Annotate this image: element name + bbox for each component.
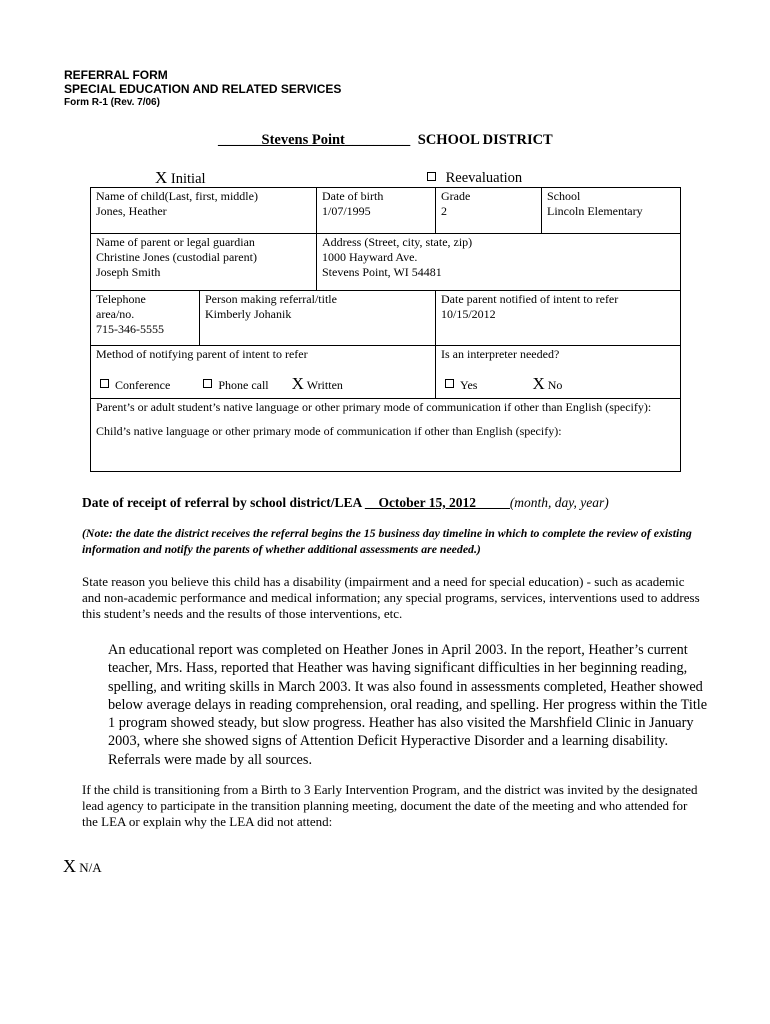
school-cell[interactable] bbox=[542, 188, 681, 234]
interpreter-cell bbox=[436, 346, 681, 399]
grade-value: 2 bbox=[441, 204, 447, 218]
referral-info-table bbox=[90, 187, 681, 472]
transition-answer[interactable] bbox=[63, 856, 102, 877]
receipt-date-format: (month, day, year) bbox=[509, 495, 609, 510]
transition-prompt: If the child is transitioning from a Birth to 3 Early Intervention Program, and the district was invited by the designated lead agency to participate in the transition planning meeting, document the date of the meeting and who attended for the LEA or explain why the LEA did not attend: bbox=[82, 782, 698, 829]
reevaluation-option[interactable] bbox=[427, 170, 522, 187]
grade-label: Grade bbox=[441, 189, 471, 203]
parent-value-1: Christine Jones (custodial parent) bbox=[96, 250, 257, 264]
yes-checkbox-icon bbox=[445, 379, 454, 388]
dob-cell[interactable] bbox=[317, 188, 436, 234]
notified-value: 10/15/2012 bbox=[441, 307, 496, 321]
phone-call-label: Phone call bbox=[218, 378, 269, 392]
referrer-value: Kimberly Johanik bbox=[205, 307, 292, 321]
child-name-value: Jones, Heather bbox=[96, 204, 167, 218]
parent-label: Name of parent or legal guardian bbox=[96, 235, 255, 249]
school-value: Lincoln Elementary bbox=[547, 204, 643, 218]
interpreter-no-option[interactable] bbox=[532, 376, 562, 393]
parent-cell[interactable] bbox=[91, 234, 317, 291]
notified-date-cell[interactable] bbox=[436, 291, 681, 346]
interpreter-yes-option[interactable] bbox=[445, 378, 477, 393]
reevaluation-label: Reevaluation bbox=[445, 170, 523, 186]
reason-prompt: State reason you believe this child has a disability (impairment and a need for special education) - such as academic and non-academic performance and medical information; any special programs, services, interventions used to address this student’s needs and the results of those interventions, etc. bbox=[82, 574, 700, 621]
receipt-label: Date of receipt of referral by school district/LEA bbox=[82, 495, 362, 510]
transition-answer-value: N/A bbox=[79, 860, 102, 875]
address-line-1: 1000 Hayward Ave. bbox=[322, 250, 418, 264]
reevaluation-checkbox-icon bbox=[427, 172, 436, 181]
district-name-field[interactable]: ______Stevens Point_________ bbox=[218, 132, 411, 148]
language-cell[interactable] bbox=[91, 399, 681, 472]
written-option[interactable] bbox=[292, 376, 343, 393]
child-name-cell[interactable] bbox=[91, 188, 317, 234]
referrer-label: Person making referral/title bbox=[205, 292, 337, 306]
district-label: SCHOOL DISTRICT bbox=[417, 132, 553, 148]
written-checkmark: X bbox=[291, 374, 304, 393]
contact-row bbox=[91, 291, 681, 346]
notify-method-cell bbox=[91, 346, 436, 399]
initial-checkmark: X bbox=[155, 168, 168, 187]
conference-checkbox-icon bbox=[100, 379, 109, 388]
phone-call-checkbox-icon bbox=[203, 379, 212, 388]
interpreter-label: Is an interpreter needed? bbox=[441, 347, 560, 361]
telephone-label: Telephone bbox=[96, 292, 146, 306]
parent-row bbox=[91, 234, 681, 291]
telephone-value: 715-346-5555 bbox=[96, 322, 164, 336]
timeline-note: (Note: the date the district receives the referral begins the 15 business day timeline in which to complete the review of existing information and notify the parents of whether additional assessments are needed.) bbox=[82, 526, 692, 556]
conference-label: Conference bbox=[115, 378, 171, 392]
language-row bbox=[91, 399, 681, 472]
telephone-cell[interactable] bbox=[91, 291, 200, 346]
grade-cell[interactable] bbox=[436, 188, 542, 234]
initial-label: Initial bbox=[170, 171, 206, 187]
parent-language-label: Parent’s or adult student’s native language or other primary mode of communication if other than English (specify): bbox=[96, 400, 652, 414]
child-name-label: Name of child(Last, first, middle) bbox=[96, 189, 258, 203]
form-id: Form R-1 (Rev. 7/06) bbox=[64, 97, 160, 108]
form-subtitle: SPECIAL EDUCATION AND RELATED SERVICES bbox=[64, 82, 342, 96]
notify-method-label: Method of notifying parent of intent to refer bbox=[96, 347, 308, 361]
receipt-date-field[interactable]: __October 15, 2012_____ bbox=[364, 495, 510, 510]
initial-option[interactable] bbox=[155, 168, 206, 188]
notification-row bbox=[91, 346, 681, 399]
child-language-label: Child’s native language or other primary mode of communication if other than English (specify): bbox=[96, 424, 562, 438]
reason-narrative[interactable]: An educational report was completed on Heather Jones in April 2003. In the report, Heather’s current teacher, Mrs. Hass, reported that Heather was having significant difficulties in her beginning reading, spelling, and writing skills in March 2003. It was also found in assessments completed, Heather showed below average delays in reading comprehension, oral reading, and spelling. Her progress within the Title 1 program showed steady, but slow progress. Heather has also visited the Marshfield Clinic in January 2003, where she showed signs of Attention Deficit Hyperactive Disorder and a learning disability. Referrals were made by all sources. bbox=[108, 642, 708, 768]
notified-label: Date parent notified of intent to refer bbox=[441, 292, 619, 306]
referrer-cell[interactable] bbox=[200, 291, 436, 346]
parent-value-2: Joseph Smith bbox=[96, 265, 161, 279]
child-row bbox=[91, 188, 681, 234]
no-checkmark: X bbox=[532, 374, 545, 393]
dob-value: 1/07/1995 bbox=[322, 204, 371, 218]
dob-label: Date of birth bbox=[322, 189, 384, 203]
school-district-line bbox=[218, 132, 553, 149]
phone-call-option[interactable] bbox=[203, 378, 268, 393]
conference-option[interactable] bbox=[100, 378, 170, 393]
receipt-date-line bbox=[82, 495, 609, 511]
address-label: Address (Street, city, state, zip) bbox=[322, 235, 473, 249]
transition-checkmark: X bbox=[63, 856, 76, 876]
written-label: Written bbox=[306, 378, 343, 392]
school-label: School bbox=[547, 189, 581, 203]
address-line-2: Stevens Point, WI 54481 bbox=[322, 265, 442, 279]
yes-label: Yes bbox=[460, 378, 478, 392]
telephone-area-label: area/no. bbox=[96, 307, 135, 321]
no-label: No bbox=[547, 378, 563, 392]
address-cell[interactable] bbox=[317, 234, 681, 291]
form-title: REFERRAL FORM bbox=[64, 68, 168, 82]
